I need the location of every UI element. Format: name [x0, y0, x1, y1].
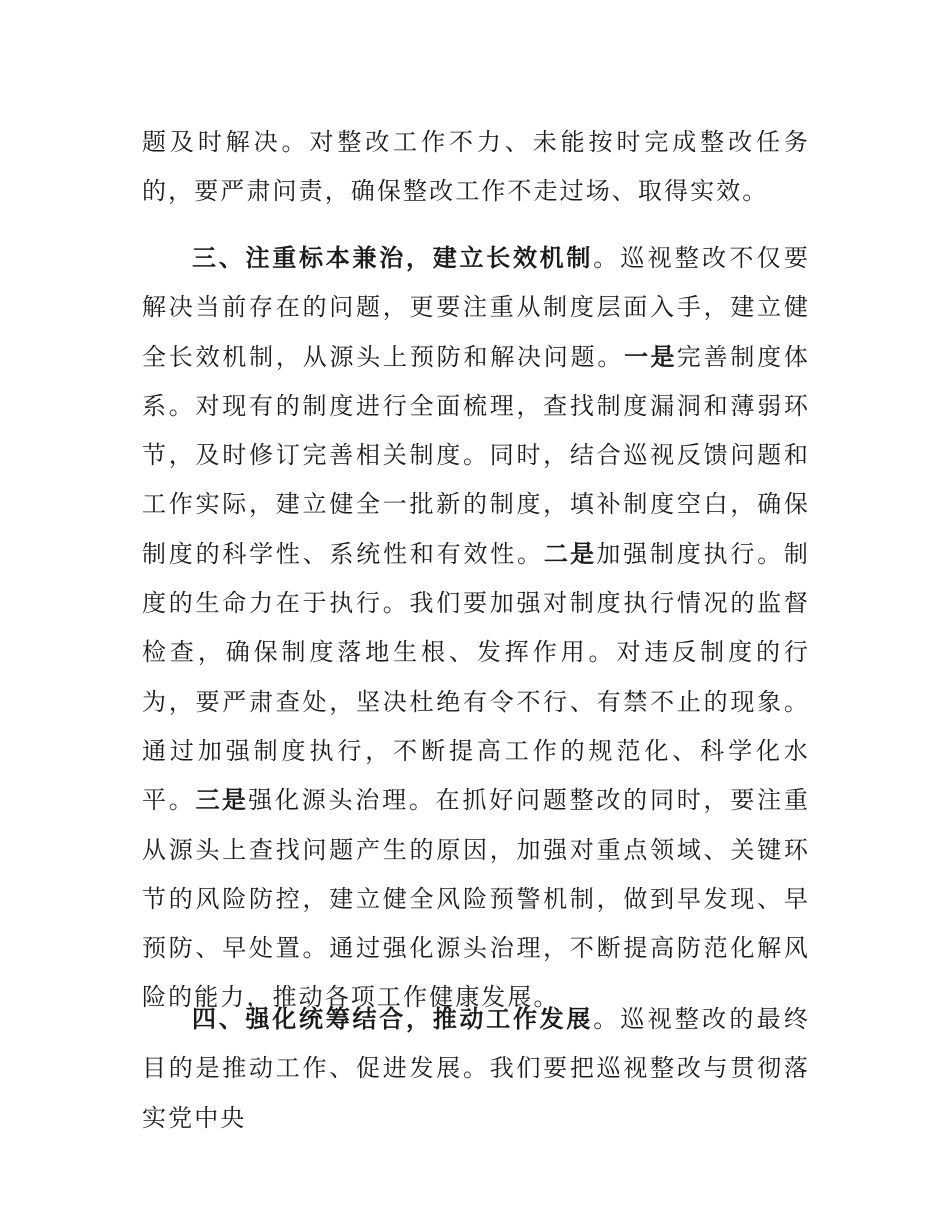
- paragraph-continuation: 题及时解决。对整改工作不力、未能按时完成整改任务的，要严肃问责，确保整改工作不走过场、取得实效。: [142, 128, 810, 206]
- point-one-text: 完善制度体系。对现有的制度进行全面梳理，查找制度漏洞和薄弱环节，及时修订完善相关制度。同时，结合巡视反馈问题和工作实际，建立健全一批新的制度，填补制度空白，确保制度的科学性、系统性和有效性。: [142, 342, 810, 568]
- paragraph-section-three: [142, 234, 810, 1023]
- section-four-text: 。巡视整改的最终目的是推动工作、促进发展。我们要把巡视整改与贯彻落实党中央: [142, 1005, 811, 1132]
- point-three-text: 强化源头治理。在抓好问题整改的同时，要注重从源头上查找问题产生的原因，加强对重点领域、关键环节的风险防控，建立健全风险预警机制，做到早发现、早预防、早处置。通过强化源头治理，不断提高防范化解风险的能力，推动各项工作健康发展。: [142, 786, 810, 1012]
- point-two-text: 加强制度执行。制度的生命力在于执行。我们要加强对制度执行情况的监督检查，确保制度落地生根、发挥作用。对违反制度的行为，要严肃查处，坚决杜绝有令不行、有禁不止的现象。通过加强制度执行，不断提高工作的规范化、科学化水平。: [142, 539, 810, 815]
- point-three-marker: 三是: [195, 786, 249, 815]
- point-one-marker: 一是: [624, 342, 677, 371]
- paragraph-section-four: [142, 995, 810, 1143]
- point-two-marker: 二是: [543, 539, 597, 568]
- section-three-intro: 。巡视整改不仅要解决当前存在的问题，更要注重从制度层面入手，建立健全长效机制，从源头上预防和解决问题。: [142, 244, 811, 371]
- section-three-heading: 三、注重标本兼治，建立长效机制: [192, 244, 594, 272]
- section-four-heading: 四、强化统筹结合，推动工作发展: [192, 1005, 594, 1033]
